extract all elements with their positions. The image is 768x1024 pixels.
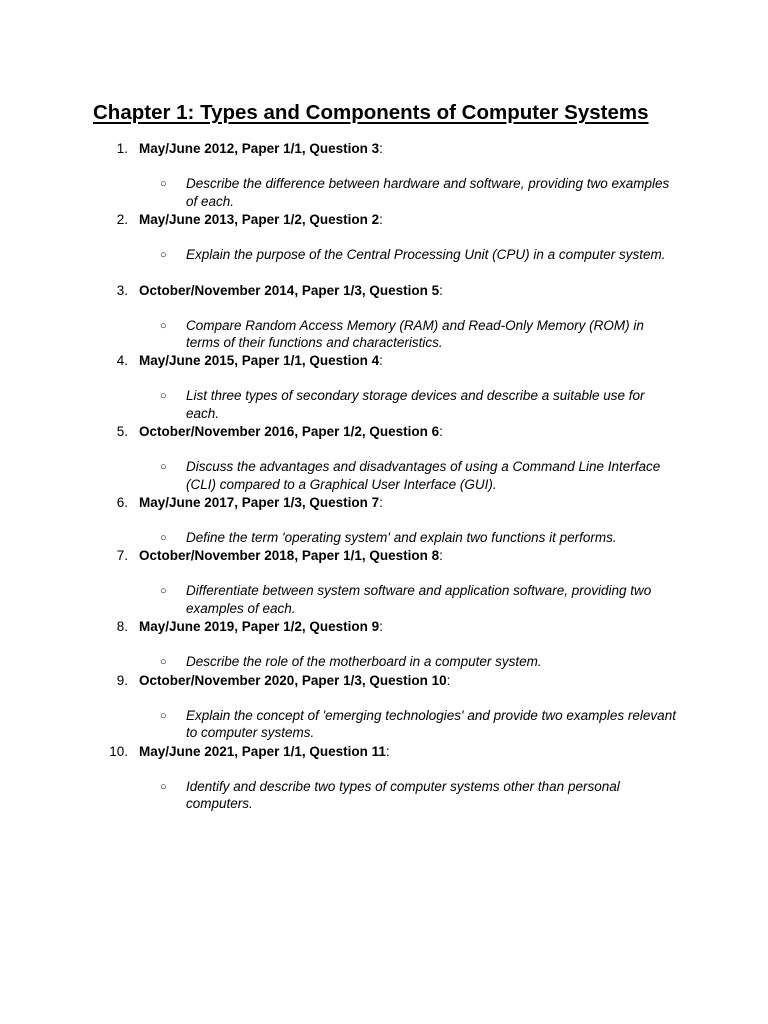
question-text: List three types of secondary storage devices and describe a suitable use for each.: [186, 388, 645, 421]
question-item: [0, 352, 768, 423]
question-item: [0, 211, 768, 282]
hollow-circle-bullet-icon: ○: [160, 780, 167, 793]
question-number: 1.: [116, 141, 128, 156]
question-text: Define the term 'operating system' and explain two functions it performs.: [186, 529, 617, 545]
heading-colon: :: [379, 141, 383, 156]
heading-colon: :: [446, 672, 451, 688]
question-list: [0, 140, 768, 813]
hollow-circle-bullet-icon: ○: [160, 461, 167, 474]
question-number: 7.: [116, 548, 128, 564]
question-text: Compare Random Access Memory (RAM) and Read-Only Memory (ROM) in terms of their functions and characteristics.: [186, 317, 644, 351]
question-heading: [139, 140, 383, 158]
hollow-circle-bullet-icon: ○: [160, 248, 167, 261]
heading-colon: :: [439, 282, 443, 298]
question-text: Identify and describe two types of computer systems other than personal computers.: [186, 778, 620, 812]
heading-colon: :: [379, 211, 383, 227]
question-number: 5.: [116, 424, 128, 440]
question-heading: [139, 494, 383, 512]
question-number: 2.: [116, 211, 128, 227]
question-text: Explain the purpose of the Central Processing Unit (CPU) in a computer system.: [186, 246, 666, 262]
question-heading: [139, 672, 450, 690]
heading-colon: :: [379, 353, 383, 369]
question-source: May/June 2019, Paper 1/2, Question 9: [139, 619, 380, 635]
heading-colon: :: [379, 619, 383, 635]
question-source: May/June 2015, Paper 1/1, Question 4: [139, 353, 380, 369]
question-text: Describe the difference between hardware and software, providing two examples of each.: [186, 176, 670, 209]
heading-colon: :: [379, 494, 383, 510]
hollow-circle-bullet-icon: ○: [160, 178, 167, 190]
hollow-circle-bullet-icon: ○: [160, 656, 167, 669]
question-item: [0, 618, 768, 672]
question-item: [0, 672, 768, 743]
question-heading: [139, 211, 383, 229]
question-source: May/June 2017, Paper 1/3, Question 7: [139, 494, 380, 510]
hollow-circle-bullet-icon: ○: [160, 390, 167, 403]
heading-colon: :: [439, 424, 443, 440]
question-heading: [139, 352, 383, 370]
question-item: [0, 140, 768, 211]
question-number: 10.: [109, 743, 128, 759]
hollow-circle-bullet-icon: ○: [160, 319, 167, 332]
question-text: Differentiate between system software and application software, providing two examples of each.: [186, 583, 652, 616]
question-number: 9.: [116, 672, 128, 688]
question-heading: [139, 618, 383, 636]
heading-colon: :: [439, 548, 443, 564]
hollow-circle-bullet-icon: ○: [160, 709, 167, 722]
question-item: [0, 423, 768, 494]
question-heading: [139, 282, 443, 300]
question-text: Discuss the advantages and disadvantages of using a Command Line Interface (CLI) compared to a Graphical User Interface (GUI).: [186, 459, 661, 492]
question-item: [0, 743, 768, 814]
question-text: Explain the concept of 'emerging technologies' and provide two examples relevant to computer systems.: [186, 707, 676, 741]
question-source: May/June 2012, Paper 1/1, Question 3: [139, 141, 380, 156]
question-number: 3.: [116, 282, 128, 298]
question-source: May/June 2021, Paper 1/1, Question 11: [139, 743, 386, 759]
chapter-title: Chapter 1: Types and Components of Computer Systems: [93, 101, 649, 124]
question-heading: [139, 547, 443, 565]
question-heading: [139, 423, 443, 441]
question-item: [0, 547, 768, 618]
heading-colon: :: [385, 743, 390, 759]
question-number: 6.: [116, 494, 128, 510]
question-source: October/November 2018, Paper 1/1, Question 8: [139, 548, 440, 564]
question-item: [0, 282, 768, 353]
question-number: 4.: [116, 353, 128, 369]
question-source: May/June 2013, Paper 1/2, Question 2: [139, 211, 380, 227]
question-item: [0, 494, 768, 548]
hollow-circle-bullet-icon: ○: [160, 531, 167, 544]
question-text: Describe the role of the motherboard in a computer system.: [186, 654, 542, 670]
question-heading: [139, 743, 390, 761]
question-number: 8.: [116, 619, 128, 635]
question-source: October/November 2020, Paper 1/3, Question 10: [139, 672, 447, 688]
question-source: October/November 2014, Paper 1/3, Question 5: [139, 282, 440, 298]
hollow-circle-bullet-icon: ○: [160, 585, 167, 598]
question-source: October/November 2016, Paper 1/2, Question 6: [139, 424, 440, 440]
